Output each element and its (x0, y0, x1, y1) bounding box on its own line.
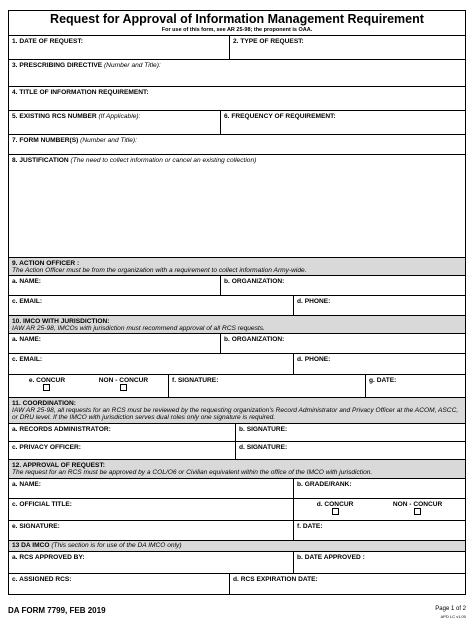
imco-concur-checkbox[interactable] (43, 384, 50, 391)
row-11c (9, 442, 465, 460)
title-requirement-field[interactable] (9, 87, 465, 110)
imco-org-field[interactable] (221, 334, 465, 353)
frequency-label: 6. FREQUENCY OF REQUIREMENT: (224, 113, 336, 120)
section-9-header (9, 258, 465, 276)
date-approved-field[interactable] (294, 552, 465, 573)
imco-nonconcur-checkbox[interactable] (120, 384, 127, 391)
approver-signature-field[interactable] (9, 521, 294, 540)
section-12-note: The request for an RCS must be approved by a COL/O6 or Civilian equivalent within the office of the IMCO with jurisdiction. (12, 469, 373, 476)
imco-date-field[interactable] (366, 375, 465, 397)
imco-concur-option (29, 377, 65, 393)
ao-org-field[interactable] (221, 276, 465, 295)
imco-email-label: c. EMAIL: (12, 356, 43, 363)
section-13-title: 13 DA IMCO (12, 542, 50, 549)
rcs-approved-by-field[interactable] (9, 552, 294, 573)
approver-nonconcur-option (393, 501, 442, 517)
form (8, 10, 466, 595)
type-of-request-field[interactable] (230, 36, 465, 59)
imco-signature-field[interactable] (169, 375, 366, 397)
row-1 (9, 36, 465, 60)
section-9-title: 9. ACTION OFFICER : (12, 260, 80, 267)
form-numbers-label: 7. FORM NUMBER(S) (12, 137, 79, 144)
row-12e (9, 521, 465, 541)
form-title: Request for Approval of Information Management Requirement (50, 12, 424, 26)
section-11-note: IAW AR 25-98, all requests for an RCS must be reviewed by the requesting organization's Record Administrator and Privacy Officer at the ACOM, ASCC, or DRU level. If the IMCO with jurisdiction serves dual roles only one signature is required. (12, 407, 459, 421)
row-12c (9, 499, 465, 521)
section-13-header (9, 541, 465, 552)
section-11-header (9, 398, 465, 424)
ao-email-field[interactable] (9, 296, 294, 315)
approver-nonconcur-checkbox[interactable] (414, 508, 421, 515)
approver-concur-option (317, 501, 354, 517)
date-of-request-label: 1. DATE OF REQUEST: (12, 38, 83, 45)
imco-phone-field[interactable] (294, 354, 465, 374)
approver-date-field[interactable] (294, 521, 465, 540)
records-admin-field[interactable] (9, 424, 236, 441)
row-7 (9, 135, 465, 155)
form-version: APD LC v1.00 (440, 614, 466, 619)
approver-date-label: f. DATE: (297, 523, 323, 530)
imco-phone-label: d. PHONE: (297, 356, 331, 363)
form-header (9, 11, 465, 36)
form-numbers-field[interactable] (9, 135, 465, 154)
approver-signature-label: e. SIGNATURE: (12, 523, 60, 530)
row-13a (9, 552, 465, 574)
assigned-rcs-label: c. ASSIGNED RCS: (12, 576, 72, 583)
ao-email-label: c. EMAIL: (12, 298, 43, 305)
assigned-rcs-field[interactable] (9, 574, 230, 594)
approver-concur-checkbox[interactable] (332, 508, 339, 515)
ao-phone-field[interactable] (294, 296, 465, 315)
row-10c (9, 354, 465, 375)
imco-email-field[interactable] (9, 354, 294, 374)
page-indicator (435, 606, 466, 620)
imco-date-label: g. DATE: (369, 377, 397, 384)
approver-grade-label: b. GRADE/RANK: (297, 481, 352, 488)
existing-rcs-label: 5. EXISTING RCS NUMBER (12, 113, 97, 120)
row-13c (9, 574, 465, 594)
form-numbers-note: (Number and Title): (80, 137, 137, 144)
type-of-request-label: 2. TYPE OF REQUEST: (233, 38, 304, 45)
justification-label: 8. JUSTIFICATION (12, 157, 69, 164)
approver-concur-cell (294, 499, 465, 520)
privacy-officer-label: c. PRIVACY OFFICER: (12, 444, 81, 451)
imco-name-label: a. NAME: (12, 336, 41, 343)
section-10-note: IAW AR 25-98, IMCOs with jurisdiction must recommend approval of all RCS requests. (12, 325, 265, 332)
privacy-officer-signature-field[interactable] (236, 442, 465, 459)
approver-title-label: c. OFFICIAL TITLE: (12, 501, 72, 508)
existing-rcs-field[interactable] (9, 111, 221, 134)
section-10-header (9, 316, 465, 334)
ao-org-label: b. ORGANIZATION: (224, 278, 285, 285)
approver-name-field[interactable] (9, 479, 294, 498)
row-12a (9, 479, 465, 499)
privacy-officer-signature-label: d. SIGNATURE: (239, 444, 288, 451)
ao-name-field[interactable] (9, 276, 221, 295)
row-9c (9, 296, 465, 316)
rcs-approved-by-label: a. RCS APPROVED BY: (12, 554, 85, 561)
imco-name-field[interactable] (9, 334, 221, 353)
ao-name-label: a. NAME: (12, 278, 41, 285)
rcs-expiration-label: d. RCS EXPIRATION DATE: (233, 576, 318, 583)
date-approved-label: b. DATE APPROVED : (297, 554, 365, 561)
frequency-field[interactable] (221, 111, 465, 134)
date-of-request-field[interactable] (9, 36, 230, 59)
row-11a (9, 424, 465, 442)
approver-title-field[interactable] (9, 499, 294, 520)
row-9a (9, 276, 465, 296)
existing-rcs-note: (If Applicable): (98, 113, 141, 120)
section-9-note: The Action Officer must be from the organization with a requirement to collect information Army-wide. (12, 267, 307, 274)
row-5 (9, 111, 465, 135)
title-requirement-label: 4. TITLE OF INFORMATION REQUIREMENT: (12, 89, 149, 96)
records-admin-signature-field[interactable] (236, 424, 465, 441)
rcs-expiration-field[interactable] (230, 574, 465, 594)
section-11-title: 11. COORDINATION: (12, 400, 76, 407)
ao-phone-label: d. PHONE: (297, 298, 331, 305)
approver-concur-label: d. CONCUR (316, 501, 354, 508)
page-number: Page 1 of 2 (435, 606, 466, 612)
row-8 (9, 155, 465, 258)
form-subtitle: For use of this form, see AR 25-98; the proponent is OAA. (161, 27, 313, 33)
prescribing-directive-note: (Number and Title): (103, 62, 161, 69)
records-admin-label: a. RECORDS ADMINISTRATOR: (12, 426, 111, 433)
privacy-officer-field[interactable] (9, 442, 236, 459)
approver-name-label: a. NAME: (12, 481, 41, 488)
section-12-header (9, 460, 465, 479)
imco-concur-cell (9, 375, 169, 397)
form-id: DA FORM 7799, FEB 2019 (8, 606, 106, 615)
row-10e (9, 375, 465, 398)
row-10a (9, 334, 465, 354)
approver-grade-field[interactable] (294, 479, 465, 498)
row-3 (9, 60, 465, 87)
justification-note: (The need to collect information or cancel an existing collection) (70, 157, 257, 164)
imco-signature-label: f. SIGNATURE: (172, 377, 219, 384)
row-4 (9, 87, 465, 111)
imco-concur-label: e. CONCUR (28, 377, 66, 384)
justification-field[interactable] (9, 155, 465, 257)
section-13-note: (This section is for use of the DA IMCO only) (51, 542, 182, 549)
records-admin-signature-label: b. SIGNATURE: (239, 426, 288, 433)
prescribing-directive-field[interactable] (9, 60, 465, 86)
imco-nonconcur-label: NON - CONCUR (98, 377, 149, 384)
imco-nonconcur-option (99, 377, 148, 393)
section-12-title: 12. APPROVAL OF REQUEST: (12, 462, 105, 469)
prescribing-directive-label: 3. PRESCRIBING DIRECTIVE (12, 62, 103, 69)
section-10-title: 10. IMCO WITH JURISDICTION: (12, 318, 110, 325)
approver-nonconcur-label: NON - CONCUR (392, 501, 443, 508)
imco-org-label: b. ORGANIZATION: (224, 336, 285, 343)
